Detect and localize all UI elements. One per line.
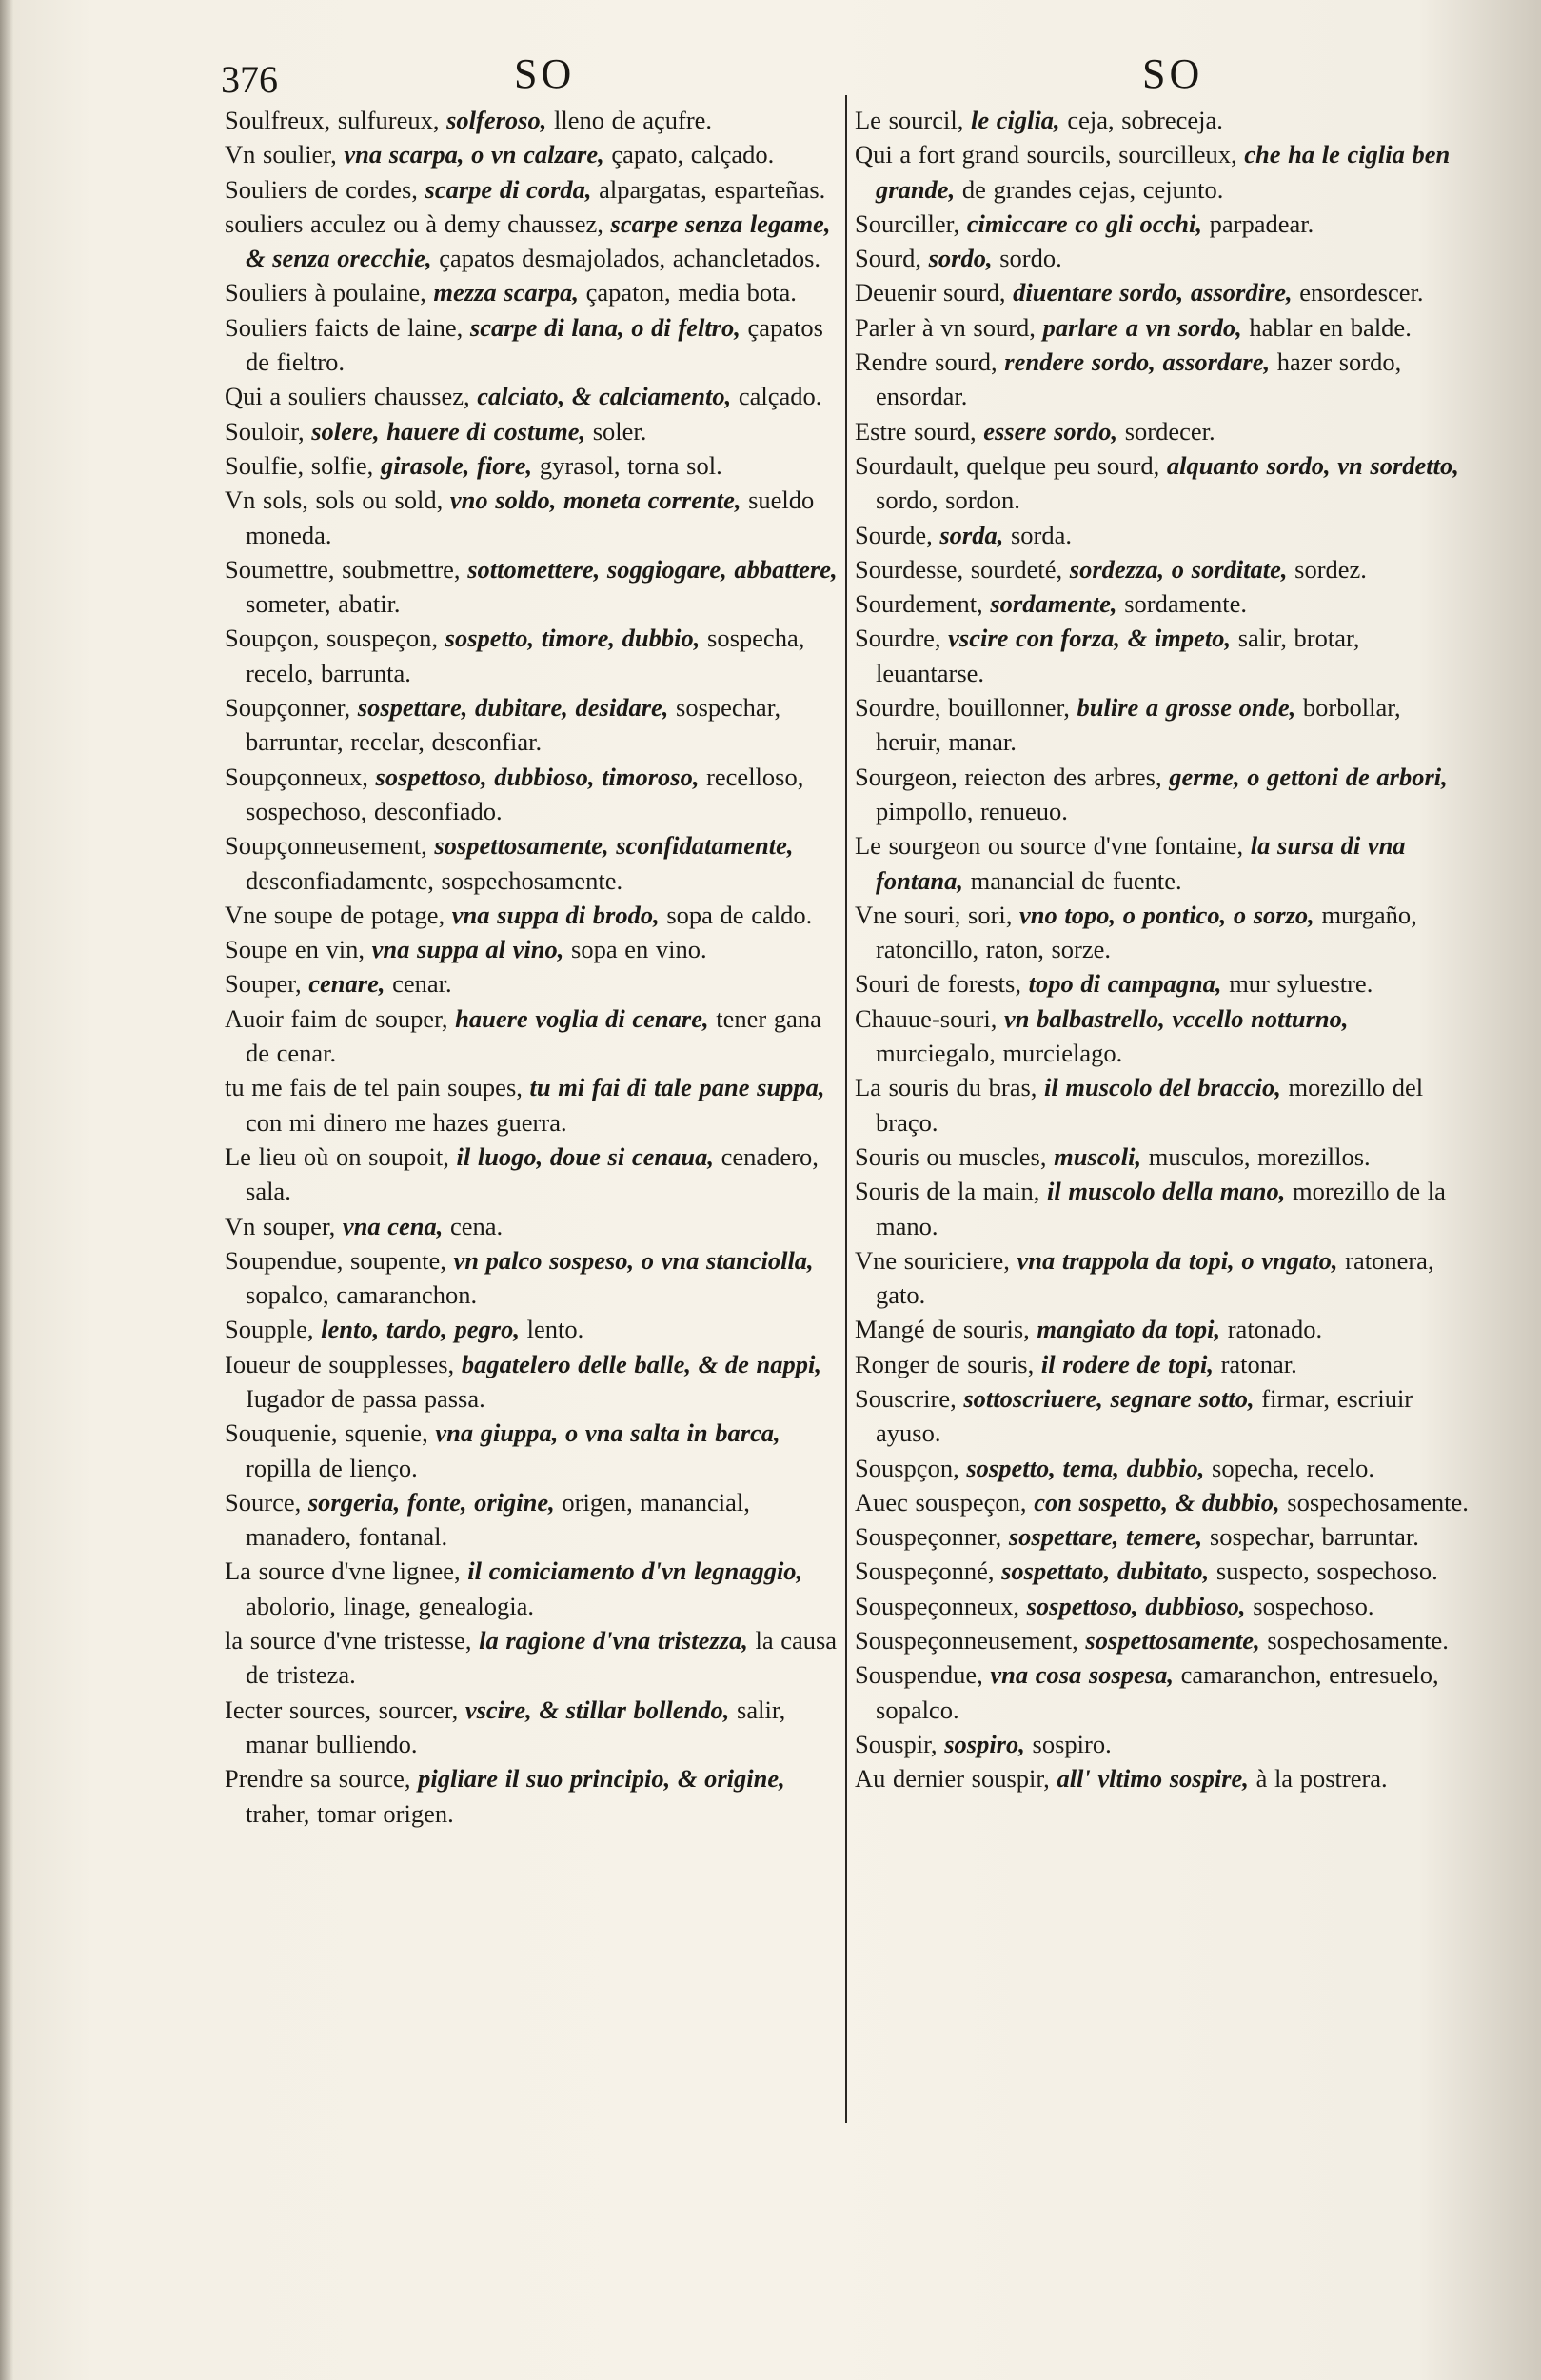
italian-translation: scarpe di corda, bbox=[425, 174, 592, 204]
french-headword: Sourgeon, reiecton des arbres, bbox=[855, 762, 1162, 791]
french-headword: Source, bbox=[225, 1487, 302, 1517]
spanish-translation: cenadero, sala. bbox=[246, 1141, 819, 1206]
french-headword: Soupe en vin, bbox=[225, 935, 365, 964]
dictionary-entry bbox=[225, 1002, 838, 1071]
italian-translation: vna cosa sospesa, bbox=[990, 1660, 1174, 1690]
spanish-translation: mur syluestre. bbox=[1229, 969, 1373, 999]
dictionary-entry bbox=[225, 1693, 838, 1762]
dictionary-entry bbox=[855, 518, 1470, 552]
italian-translation: sospetto, tema, dubbio, bbox=[966, 1453, 1205, 1482]
spanish-translation: sospiro. bbox=[1032, 1729, 1112, 1758]
italian-translation: sospettato, dubitato, bbox=[1001, 1557, 1210, 1586]
italian-translation: sospiro, bbox=[944, 1729, 1025, 1758]
french-headword: Sourd, bbox=[855, 244, 921, 273]
italian-translation: pigliare il suo principio, & origine, bbox=[418, 1764, 785, 1794]
french-headword: Deuenir sourd, bbox=[855, 278, 1006, 307]
spanish-translation: à la postrera. bbox=[1255, 1764, 1388, 1794]
spanish-translation: ratonar. bbox=[1220, 1349, 1297, 1378]
spanish-translation: morezillo de la mano. bbox=[876, 1177, 1446, 1240]
spanish-translation: ratonera, gato. bbox=[876, 1245, 1434, 1310]
spanish-translation: sospechosamente. bbox=[1287, 1487, 1469, 1517]
french-headword: Vn souper, bbox=[225, 1211, 336, 1240]
dictionary-entry bbox=[225, 932, 838, 966]
dictionary-entry bbox=[225, 379, 838, 413]
dictionary-entry bbox=[225, 621, 838, 690]
spanish-translation: sopa en vino. bbox=[571, 935, 707, 964]
dictionary-entry bbox=[855, 1727, 1470, 1761]
spanish-translation: ropilla de lienço. bbox=[246, 1453, 418, 1482]
spanish-translation: sordecer. bbox=[1124, 416, 1215, 446]
italian-translation: rendere sordo, assordare, bbox=[1004, 347, 1271, 377]
dictionary-entry bbox=[225, 103, 838, 137]
italian-translation: sospetto, timore, dubbio, bbox=[445, 624, 701, 653]
french-headword: Soulfie, solfie, bbox=[225, 450, 374, 480]
dictionary-entry bbox=[855, 1451, 1470, 1485]
spanish-translation: alpargatas, esparteñas. bbox=[599, 174, 826, 204]
french-headword: Souspendue, bbox=[855, 1660, 983, 1690]
spanish-translation: çapatos desmajolados, achancletados. bbox=[439, 244, 821, 273]
spanish-translation: sospechoso. bbox=[1253, 1591, 1374, 1620]
french-headword: tu me fais de tel pain soupes, bbox=[225, 1073, 523, 1102]
dictionary-entry bbox=[225, 137, 838, 171]
french-headword: Souloir, bbox=[225, 416, 305, 446]
french-headword: Le lieu où on soupoit, bbox=[225, 1141, 449, 1171]
french-headword: Mangé de souris, bbox=[855, 1315, 1030, 1344]
italian-translation: hauere voglia di cenare, bbox=[455, 1003, 709, 1033]
dictionary-entry bbox=[225, 1209, 838, 1243]
spanish-translation: traher, tomar origen. bbox=[246, 1798, 454, 1828]
dictionary-entry bbox=[225, 1761, 838, 1831]
dictionary-entry bbox=[855, 1243, 1470, 1313]
italian-translation: solere, hauere di costume, bbox=[311, 416, 586, 446]
spanish-translation: salir, brotar, leuantarse. bbox=[876, 624, 1360, 687]
french-headword: Souspeçonneux, bbox=[855, 1591, 1019, 1620]
dictionary-entry bbox=[855, 828, 1470, 898]
italian-translation: con sospetto, & dubbio, bbox=[1034, 1487, 1280, 1517]
french-headword: Sourdre, bouillonner, bbox=[855, 693, 1070, 723]
dictionary-entry bbox=[225, 483, 838, 552]
dictionary-entry bbox=[225, 1554, 838, 1623]
italian-translation: sospettoso, dubbioso, timoroso, bbox=[375, 762, 700, 791]
french-headword: Estre sourd, bbox=[855, 416, 977, 446]
french-headword: Soumettre, soubmettre, bbox=[225, 554, 461, 584]
spanish-translation: calçado. bbox=[738, 382, 822, 411]
spanish-translation: camaranchon, entresuelo, sopalco. bbox=[876, 1660, 1439, 1724]
dictionary-entry bbox=[225, 207, 838, 276]
spanish-translation: suspecto, sospechoso. bbox=[1215, 1557, 1438, 1586]
french-headword: Souris ou muscles, bbox=[855, 1141, 1047, 1171]
italian-translation: parlare a vn sordo, bbox=[1042, 312, 1242, 342]
dictionary-entry bbox=[225, 1485, 838, 1555]
dictionary-entry bbox=[855, 1174, 1470, 1243]
dictionary-entry bbox=[855, 1070, 1470, 1140]
italian-translation: la ragione d'vna tristezza, bbox=[479, 1626, 748, 1656]
dictionary-entry bbox=[855, 1347, 1470, 1381]
dictionary-entry bbox=[855, 275, 1470, 309]
spanish-translation: çapatos de fieltro. bbox=[246, 312, 823, 377]
french-headword: souliers acculez ou à demy chaussez, bbox=[225, 208, 603, 238]
french-headword: Qui a souliers chaussez, bbox=[225, 382, 470, 411]
italian-translation: sottoscriuere, segnare sotto, bbox=[963, 1383, 1255, 1413]
italian-translation: le ciglia, bbox=[970, 106, 1060, 134]
spanish-translation: murgaño, ratoncillo, raton, sorze. bbox=[876, 900, 1417, 964]
dictionary-entry bbox=[855, 1140, 1470, 1174]
dictionary-entry bbox=[225, 414, 838, 448]
italian-translation: sospettare, dubitare, desidare, bbox=[357, 693, 669, 723]
italian-translation: il comiciamento d'vn legnaggio, bbox=[467, 1557, 803, 1586]
italian-translation: calciato, & calciamento, bbox=[477, 382, 732, 411]
italian-translation: il rodere de topi, bbox=[1040, 1349, 1214, 1378]
italian-translation: muscoli, bbox=[1054, 1141, 1142, 1171]
dictionary-entry bbox=[225, 1347, 838, 1417]
spanish-translation: hazer sordo, ensordar. bbox=[876, 347, 1402, 411]
dictionary-entry bbox=[225, 898, 838, 932]
spanish-translation: sospecha, recelo, barrunta. bbox=[246, 624, 805, 687]
page-header bbox=[0, 50, 1541, 107]
french-headword: Sourdesse, sourdeté, bbox=[855, 554, 1063, 584]
dictionary-entry bbox=[855, 621, 1470, 690]
spanish-translation: sordo. bbox=[999, 244, 1062, 273]
spanish-translation: de grandes cejas, cejunto. bbox=[961, 174, 1224, 204]
spanish-translation: çapato, calçado. bbox=[611, 140, 775, 169]
french-headword: Vne souriciere, bbox=[855, 1245, 1010, 1275]
italian-translation: germe, o gettoni de arbori, bbox=[1169, 762, 1448, 791]
french-headword: Vne souri, sori, bbox=[855, 900, 1013, 929]
french-headword: Sourde, bbox=[855, 520, 933, 549]
italian-translation: vna scarpa, o vn calzare, bbox=[344, 140, 604, 169]
italian-translation: vna cena, bbox=[342, 1211, 444, 1240]
dictionary-entry bbox=[225, 172, 838, 207]
dictionary-entry bbox=[855, 137, 1470, 207]
italian-translation: vna trappola da topi, o vngato, bbox=[1017, 1245, 1338, 1275]
dictionary-entry bbox=[855, 1589, 1470, 1623]
spanish-translation: hablar en balde. bbox=[1249, 312, 1412, 342]
page-binding-shadow bbox=[0, 0, 13, 2380]
italian-translation: sottomettere, soggiogare, abbattere, bbox=[467, 554, 838, 584]
dictionary-entry bbox=[225, 966, 838, 1001]
french-headword: Ioueur de soupplesses, bbox=[225, 1349, 455, 1378]
italian-translation: cimiccare co gli occhi, bbox=[966, 208, 1203, 238]
italian-translation: topo di campagna, bbox=[1028, 969, 1222, 999]
italian-translation: vna suppa di brodo, bbox=[451, 900, 660, 929]
dictionary-entry bbox=[225, 1416, 838, 1485]
italian-translation: bagatelero delle balle, & de nappi, bbox=[461, 1349, 821, 1378]
italian-translation: tu mi fai di tale pane suppa, bbox=[529, 1073, 825, 1102]
spanish-translation: origen, manancial, manadero, fontanal. bbox=[246, 1487, 750, 1552]
french-headword: La souris du bras, bbox=[855, 1073, 1037, 1102]
french-headword: Iecter sources, sourcer, bbox=[225, 1695, 459, 1724]
spanish-translation: someter, abatir. bbox=[246, 589, 401, 619]
spanish-translation: ceja, sobreceja. bbox=[1067, 106, 1223, 134]
french-headword: Souper, bbox=[225, 969, 302, 999]
dictionary-entry bbox=[855, 1554, 1470, 1588]
spanish-translation: gyrasol, torna sol. bbox=[539, 450, 722, 480]
page-number: 376 bbox=[221, 58, 278, 101]
dictionary-entry bbox=[225, 1623, 838, 1693]
dictionary-entry bbox=[855, 207, 1470, 241]
french-headword: Vne soupe de potage, bbox=[225, 900, 445, 929]
dictionary-entry bbox=[855, 448, 1470, 518]
spanish-translation: salir, manar bulliendo. bbox=[246, 1695, 786, 1758]
dictionary-entry bbox=[855, 414, 1470, 448]
dictionary-entry bbox=[855, 1657, 1470, 1727]
italian-translation: scarpe senza legame, & senza orecchie, bbox=[246, 208, 831, 273]
italian-translation: diuentare sordo, assordire, bbox=[1013, 278, 1293, 307]
french-headword: Prendre sa source, bbox=[225, 1764, 411, 1794]
spanish-translation: soler. bbox=[592, 416, 647, 446]
spanish-translation: ensordescer. bbox=[1299, 278, 1424, 307]
dictionary-entry bbox=[225, 760, 838, 829]
spanish-translation: manancial de fuente. bbox=[970, 865, 1182, 895]
italian-translation: vn balbastrello, vccello notturno, bbox=[1004, 1003, 1349, 1033]
french-headword: Souspir, bbox=[855, 1729, 938, 1758]
italian-translation: sorda, bbox=[939, 520, 1004, 549]
spanish-translation: sospechosamente. bbox=[1267, 1626, 1449, 1656]
italian-translation: vscire con forza, & impeto, bbox=[948, 624, 1232, 653]
spanish-translation: recelloso, sospechoso, desconfiado. bbox=[246, 762, 804, 825]
french-headword: Sourdre, bbox=[855, 624, 941, 653]
italian-translation: il luogo, doue si cenaua, bbox=[456, 1141, 714, 1171]
spanish-translation: Iugador de passa passa. bbox=[246, 1383, 485, 1413]
spanish-translation: sopecha, recelo. bbox=[1212, 1453, 1374, 1482]
dictionary-entry bbox=[855, 103, 1470, 137]
spanish-translation: sueldo moneda. bbox=[246, 486, 815, 549]
dictionary-entry bbox=[855, 1623, 1470, 1657]
italian-translation: che ha le ciglia ben grande, bbox=[876, 140, 1451, 204]
spanish-translation: lento. bbox=[526, 1315, 584, 1344]
french-headword: Souris de la main, bbox=[855, 1177, 1040, 1206]
french-headword: La source d'vne lignee, bbox=[225, 1557, 461, 1586]
spanish-translation: parpadear. bbox=[1209, 208, 1314, 238]
dictionary-entry bbox=[855, 690, 1470, 760]
dictionary-entry bbox=[225, 552, 838, 622]
dictionary-entry bbox=[225, 690, 838, 760]
italian-translation: vna giuppa, o vna salta in barca, bbox=[435, 1418, 780, 1448]
italian-translation: il muscolo del braccio, bbox=[1044, 1073, 1281, 1102]
french-headword: Souri de forests, bbox=[855, 969, 1021, 999]
italian-translation: sordamente, bbox=[990, 589, 1117, 619]
french-headword: Vn soulier, bbox=[225, 140, 337, 169]
french-headword: Soupçon, souspeçon, bbox=[225, 624, 439, 653]
dictionary-entry bbox=[225, 448, 838, 483]
spanish-translation: sospechar, barruntar. bbox=[1209, 1522, 1419, 1552]
french-headword: Sourdement, bbox=[855, 589, 983, 619]
italian-translation: sordo, bbox=[928, 244, 993, 273]
dictionary-entry bbox=[855, 760, 1470, 829]
french-headword: Le sourcil, bbox=[855, 106, 964, 134]
italian-translation: mangiato da topi, bbox=[1037, 1315, 1221, 1344]
french-headword: Souliers faicts de laine, bbox=[225, 312, 464, 342]
spanish-translation: pimpollo, renueuo. bbox=[876, 796, 1068, 825]
spanish-translation: musculos, morezillos. bbox=[1148, 1141, 1371, 1171]
dictionary-entry bbox=[855, 310, 1470, 345]
italian-translation: sorgeria, fonte, origine, bbox=[307, 1487, 555, 1517]
dictionary-entry bbox=[855, 241, 1470, 275]
french-headword: Souscrire, bbox=[855, 1383, 957, 1413]
french-headword: Soupçonneusement, bbox=[225, 831, 427, 861]
french-headword: Souspeçonner, bbox=[855, 1522, 1002, 1552]
left-column bbox=[225, 103, 838, 1831]
french-headword: Vn sols, sols ou sold, bbox=[225, 486, 444, 515]
dictionary-entry bbox=[855, 898, 1470, 967]
dictionary-entry bbox=[855, 966, 1470, 1001]
right-column bbox=[855, 103, 1470, 1796]
spanish-translation: morezillo del braço. bbox=[876, 1073, 1424, 1137]
spanish-translation: lleno de açufre. bbox=[554, 106, 713, 134]
french-headword: Soulfreux, sulfureux, bbox=[225, 106, 440, 134]
spanish-translation: con mi dinero me hazes guerra. bbox=[246, 1107, 567, 1137]
french-headword: Souliers de cordes, bbox=[225, 174, 418, 204]
dictionary-entry bbox=[225, 1312, 838, 1346]
column-divider bbox=[845, 95, 847, 2123]
french-headword: Souliers à poulaine, bbox=[225, 278, 426, 307]
dictionary-entry bbox=[855, 1381, 1470, 1451]
french-headword: Qui a fort grand sourcils, sourcilleux, bbox=[855, 140, 1237, 169]
italian-translation: vna suppa al vino, bbox=[371, 935, 564, 964]
spanish-translation: sordo, sordon. bbox=[876, 486, 1020, 515]
italian-translation: essere sordo, bbox=[983, 416, 1118, 446]
italian-translation: all' vltimo sospire, bbox=[1057, 1764, 1249, 1794]
spanish-translation: abolorio, linage, genealogia. bbox=[246, 1591, 534, 1620]
french-headword: Souspçon, bbox=[855, 1453, 959, 1482]
french-headword: Soupçonneux, bbox=[225, 762, 368, 791]
dictionary-entry bbox=[225, 1140, 838, 1209]
dictionary-entry bbox=[225, 1243, 838, 1313]
french-headword: Chauue-souri, bbox=[855, 1003, 998, 1033]
dictionary-entry bbox=[225, 1070, 838, 1140]
italian-translation: sospettosamente, bbox=[1085, 1626, 1260, 1656]
dictionary-entry bbox=[225, 275, 838, 309]
french-headword: Soupçonner, bbox=[225, 693, 351, 723]
italian-translation: sospettosamente, sconfidatamente, bbox=[434, 831, 794, 861]
italian-translation: vn palco sospeso, o vna stanciolla, bbox=[453, 1245, 814, 1275]
spanish-translation: sopa de caldo. bbox=[666, 900, 813, 929]
dictionary-entry bbox=[855, 345, 1470, 414]
dictionary-entry bbox=[855, 1761, 1470, 1795]
spanish-translation: ratonado. bbox=[1227, 1315, 1323, 1344]
italian-translation: bulire a grosse onde, bbox=[1077, 693, 1296, 723]
italian-translation: sospettoso, dubbioso, bbox=[1026, 1591, 1246, 1620]
french-headword: Souspeçonneusement, bbox=[855, 1626, 1078, 1656]
spanish-translation: sordamente. bbox=[1124, 589, 1247, 619]
dictionary-entry bbox=[225, 310, 838, 380]
italian-translation: solferoso, bbox=[446, 106, 547, 134]
dictionary-entry bbox=[225, 828, 838, 898]
spanish-translation: cenar. bbox=[392, 969, 452, 999]
spanish-translation: cena. bbox=[450, 1211, 504, 1240]
italian-translation: la sursa di vna fontana, bbox=[876, 831, 1406, 895]
spanish-translation: sospechar, barruntar, recelar, desconfiar. bbox=[246, 693, 781, 757]
spanish-translation: borbollar, heruir, manar. bbox=[876, 693, 1401, 757]
dictionary-entry bbox=[855, 552, 1470, 586]
spanish-translation: firmar, escriuir ayuso. bbox=[876, 1383, 1413, 1448]
french-headword: Au dernier souspir, bbox=[855, 1764, 1050, 1794]
spanish-translation: sordez. bbox=[1294, 554, 1367, 584]
spanish-translation: sopalco, camaranchon. bbox=[246, 1280, 478, 1310]
italian-translation: lento, tardo, pegro, bbox=[321, 1315, 520, 1344]
french-headword: Sourciller, bbox=[855, 208, 960, 238]
italian-translation: il muscolo della mano, bbox=[1047, 1177, 1286, 1206]
french-headword: Parler à vn sourd, bbox=[855, 312, 1036, 342]
spanish-translation: desconfiadamente, sospechosamente. bbox=[246, 865, 623, 895]
french-headword: Auoir faim de souper, bbox=[225, 1003, 448, 1033]
french-headword: Auec souspeçon, bbox=[855, 1487, 1027, 1517]
french-headword: Sourdault, quelque peu sourd, bbox=[855, 450, 1160, 480]
italian-translation: scarpe di lana, o di feltro, bbox=[469, 312, 741, 342]
italian-translation: cenare, bbox=[308, 969, 385, 999]
dictionary-entry bbox=[855, 1312, 1470, 1346]
italian-translation: alquanto sordo, vn sordetto, bbox=[1166, 450, 1459, 480]
french-headword: Rendre sourd, bbox=[855, 347, 998, 377]
dictionary-entry bbox=[855, 1002, 1470, 1071]
french-headword: Souquenie, squenie, bbox=[225, 1418, 428, 1448]
left-running-head: SO bbox=[514, 50, 576, 97]
italian-translation: sordezza, o sorditate, bbox=[1069, 554, 1288, 584]
spanish-translation: murciegalo, murcielago. bbox=[876, 1039, 1123, 1068]
french-headword: la source d'vne tristesse, bbox=[225, 1626, 472, 1656]
dictionary-entry bbox=[855, 1519, 1470, 1554]
spanish-translation: la causa de tristeza. bbox=[246, 1626, 838, 1690]
french-headword: Souspeçonné, bbox=[855, 1557, 995, 1586]
spanish-translation: tener gana de cenar. bbox=[246, 1003, 821, 1068]
dictionary-entry bbox=[855, 586, 1470, 621]
italian-translation: mezza scarpa, bbox=[433, 278, 580, 307]
dictionary-entry bbox=[855, 1485, 1470, 1519]
french-headword: Ronger de souris, bbox=[855, 1349, 1035, 1378]
spanish-translation: çapaton, media bota. bbox=[585, 278, 797, 307]
italian-translation: sospettare, temere, bbox=[1008, 1522, 1203, 1552]
french-headword: Soupple, bbox=[225, 1315, 314, 1344]
italian-translation: girasole, fiore, bbox=[380, 450, 533, 480]
italian-translation: vscire, & stillar bollendo, bbox=[464, 1695, 730, 1724]
french-headword: Le sourgeon ou source d'vne fontaine, bbox=[855, 831, 1244, 861]
right-running-head: SO bbox=[1142, 50, 1204, 97]
spanish-translation: sorda. bbox=[1010, 520, 1072, 549]
french-headword: Soupendue, soupente, bbox=[225, 1245, 446, 1275]
italian-translation: vno topo, o pontico, o sorzo, bbox=[1019, 900, 1314, 929]
italian-translation: vno soldo, moneta corrente, bbox=[449, 486, 741, 515]
